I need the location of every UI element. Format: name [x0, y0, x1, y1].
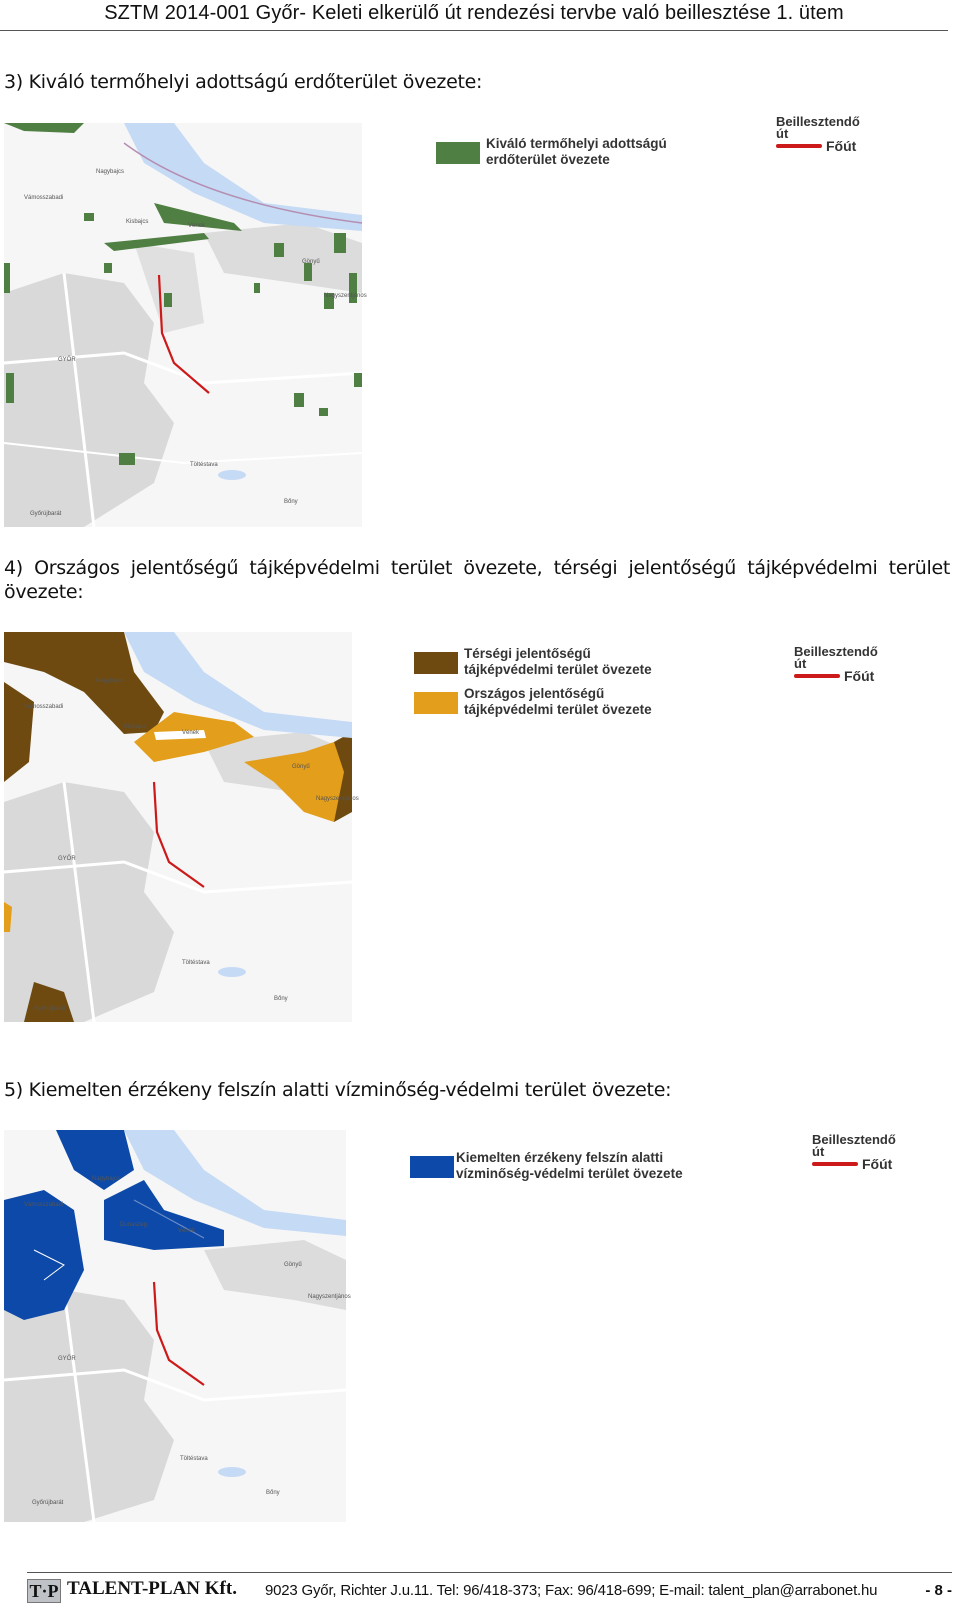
legend-label-line1: Térségi jelentőségű	[464, 646, 591, 661]
legend-label-line2: tájképvédelmi terület övezete	[464, 702, 652, 717]
place-label: Nagybajcs	[96, 678, 125, 684]
map-landscape-svg	[4, 632, 359, 1022]
road-legend-cut-text: Beillesztendő út	[812, 1132, 896, 1159]
road-legend-line	[794, 674, 840, 678]
road-legend-label: Főút	[844, 668, 875, 684]
road-legend-cut-text: Beillesztendő út	[776, 114, 860, 141]
section-5-heading: 5) Kiemelten érzékeny felszín alatti vízminőség-védelmi terület övezete:	[4, 1079, 672, 1101]
road-legend-line	[776, 144, 822, 148]
map-water-svg	[4, 1130, 351, 1522]
place-label: Győrújbarát	[34, 1006, 66, 1012]
place-label: Töltéstava	[190, 462, 218, 468]
place-label: Töltéstava	[182, 960, 210, 966]
place-label: Vének	[178, 1228, 196, 1234]
section-3-heading: 3) Kiváló termőhelyi adottságú erdőterület övezete:	[4, 71, 483, 93]
map-water-protection-zone	[4, 1130, 351, 1522]
road-legend-label: Főút	[826, 138, 857, 154]
legend-label-line1: Kiemelten érzékeny felszín alatti	[456, 1150, 664, 1165]
place-label: Nagybajcs	[92, 1176, 121, 1182]
company-name: TALENT-PLAN Kft.	[67, 1578, 237, 1599]
legend-label-line1: Országos jelentőségű	[464, 686, 605, 701]
map-landscape-zone	[4, 632, 359, 1022]
page-number: - 8 -	[925, 1582, 952, 1599]
place-label: Vámosszabadi	[24, 1202, 64, 1208]
place-label: Vámosszabadi	[24, 195, 64, 201]
legend-swatch	[414, 652, 458, 674]
legend-label-line2: vízminőség-védelmi terület övezete	[456, 1166, 683, 1181]
place-label: Kisbajcs	[126, 219, 149, 225]
company-logo-icon: T·P	[27, 1579, 61, 1603]
map-forest-svg	[4, 123, 367, 527]
place-label: Vámosszabadi	[24, 704, 64, 710]
header-title: SZTM 2014-001 Győr- Keleti elkerülő út rendezési tervbe való beillesztése 1. ütem	[104, 2, 844, 24]
road-legend-label: Főút	[862, 1156, 893, 1172]
place-label: Kisbajcs	[124, 724, 147, 730]
place-label: Győrújbarát	[32, 1500, 64, 1506]
place-label: Nagyszentjános	[308, 1294, 351, 1300]
place-label: Nagybajcs	[96, 169, 125, 175]
legend-label-line1: Kiváló termőhelyi adottságú	[486, 136, 667, 151]
legend-swatch	[410, 1156, 454, 1178]
page-footer	[27, 1572, 952, 1603]
legend-label-line2: tájképvédelmi terület övezete	[464, 662, 652, 677]
place-label: Nagyszentjános	[316, 796, 359, 802]
company-contact: 9023 Győr, Richter J.u.11. Tel: 96/418-373; Fax: 96/418-699; E-mail: talent_plan@arrabonet.hu	[265, 1582, 878, 1599]
place-label: Győrújbarát	[30, 511, 62, 517]
place-label: GYŐR	[58, 1356, 76, 1362]
section-4-heading: 4) Országos jelentőségű tájképvédelmi terület övezete, térségi jelentőségű tájképvédelmi terület övezete:	[4, 557, 950, 603]
legend-swatch	[436, 142, 480, 164]
place-label: GYŐR	[58, 856, 76, 862]
place-label: Dunaszeg	[120, 1222, 148, 1228]
place-label: Gönyű	[302, 259, 320, 265]
place-label: Gönyű	[284, 1262, 302, 1268]
place-label: Vének	[188, 223, 206, 229]
place-label: Bőny	[274, 996, 288, 1002]
place-label: GYŐR	[58, 357, 76, 363]
legend-label-line2: erdőterület övezete	[486, 152, 610, 167]
place-label: Nagyszentjános	[324, 293, 367, 299]
page-header	[0, 0, 948, 31]
map-forest-zone	[4, 123, 367, 527]
place-label: Vének	[182, 730, 200, 736]
road-legend-cut-text: Beillesztendő út	[794, 644, 878, 671]
legend-swatch	[414, 692, 458, 714]
place-label: Bőny	[284, 499, 298, 505]
place-label: Bőny	[266, 1490, 280, 1496]
place-label: Gönyű	[292, 764, 310, 770]
place-label: Töltéstava	[180, 1456, 208, 1462]
road-legend-line	[812, 1162, 858, 1166]
